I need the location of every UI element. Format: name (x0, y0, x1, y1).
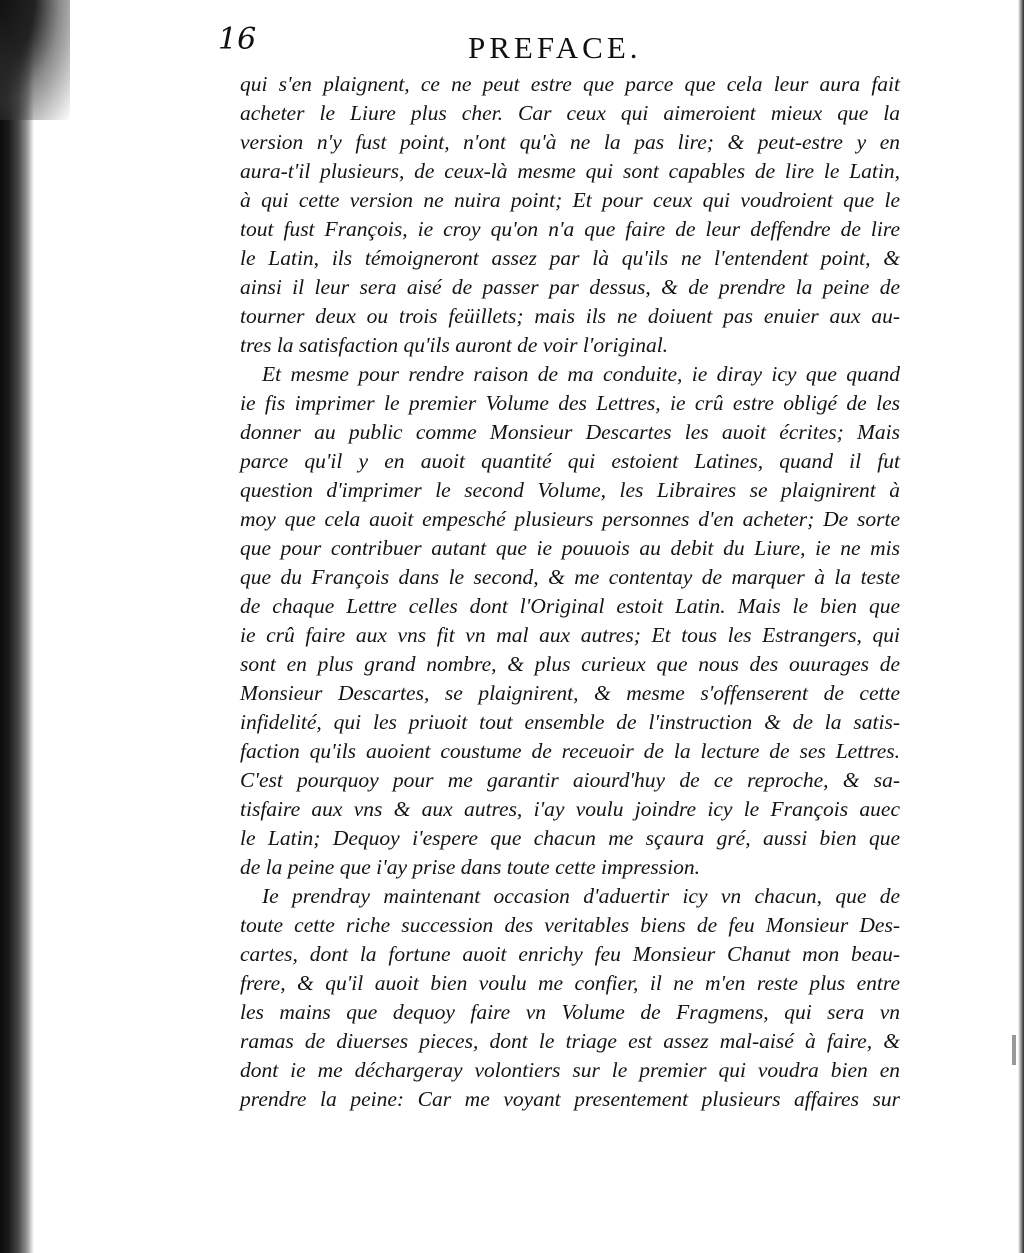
text-line: qui s'en plaignent, ce ne peut estre que parce que cela leur aura fait (240, 72, 900, 96)
binding-shadow (0, 0, 34, 1253)
text-line: ie fis imprimer le premier Volume des Lettres, ie crû estre obligé de les (240, 391, 900, 415)
text-line: toute cette riche succession des veritables biens de feu Monsieur Des- (240, 913, 900, 937)
text-line: cartes, dont la fortune auoit enrichy feu Monsieur Chanut mon beau- (240, 942, 900, 966)
text-line: moy que cela auoit empesché plusieurs personnes d'en acheter; De sorte (240, 507, 900, 531)
text-line: tout fust François, ie croy qu'on n'a que faire de leur deffendre de lire (240, 217, 900, 241)
body-text (240, 70, 900, 1114)
text-line: question d'imprimer le second Volume, les Libraires se plaignirent à (240, 478, 900, 502)
text-line: dont ie me déchargeray volontiers sur le premier qui voudra bien en (240, 1058, 900, 1082)
text-line: version n'y fust point, n'ont qu'à ne la pas lire; & peut-estre y en (240, 130, 900, 154)
margin-mark (1012, 1035, 1016, 1065)
paragraph-end-line: de la peine que i'ay prise dans toute cette impression. (240, 855, 700, 879)
text-line: tourner deux ou trois feüillets; mais ils ne doiuent pas enuier aux au- (240, 304, 900, 328)
paragraph-end-line: tres la satisfaction qu'ils auront de voir l'original. (240, 333, 669, 357)
text-line: ramas de diuerses pieces, dont le triage est assez mal-aisé à faire, & (240, 1029, 900, 1053)
text-line: à qui cette version ne nuira point; Et pour ceux qui voudroient que le (240, 188, 900, 212)
text-line: acheter le Liure plus cher. Car ceux qui aimeroient mieux que la (240, 101, 900, 125)
text-line: ainsi il leur sera aisé de passer par dessus, & de prendre la peine de (240, 275, 900, 299)
text-line: le Latin; Dequoy i'espere que chacun me sçaura gré, aussi bien que (240, 826, 900, 850)
text-line: tisfaire aux vns & aux autres, i'ay voulu joindre icy le François auec (240, 797, 900, 821)
text-line: prendre la peine: Car me voyant presentement plusieurs affaires sur (240, 1087, 900, 1111)
text-line: Monsieur Descartes, se plaignirent, & mesme s'offenserent de cette (240, 681, 900, 705)
text-line: le Latin, ils témoigneront assez par là qu'ils ne l'entendent point, & (240, 246, 900, 270)
text-line: C'est pourquoy pour me garantir aiourd'huy de ce reproche, & sa- (240, 768, 900, 792)
text-line: frere, & qu'il auoit bien voulu me confier, il ne m'en reste plus entre (240, 971, 900, 995)
text-line: que du François dans le second, & me contentay de marquer à la teste (240, 565, 900, 589)
text-line: infidelité, qui les priuoit tout ensemble de l'instruction & de la satis- (240, 710, 900, 734)
page-right-edge (1018, 0, 1024, 1253)
running-head: PREFACE. (468, 30, 642, 65)
text-line: sont en plus grand nombre, & plus curieux que nous des ouurages de (240, 652, 900, 676)
text-line: donner au public comme Monsieur Descartes les auoit écrites; Mais (240, 420, 900, 444)
text-line: ie crû faire aux vns fit vn mal aux autres; Et tous les Estrangers, qui (240, 623, 900, 647)
text-line: de chaque Lettre celles dont l'Original estoit Latin. Mais le bien que (240, 594, 900, 618)
text-line: faction qu'ils auoient coustume de receuoir de la lecture de ses Lettres. (240, 739, 900, 763)
page-number: 16 (218, 22, 257, 57)
text-line: que pour contribuer autant que ie pouuois au debit du Liure, ie ne mis (240, 536, 900, 560)
binding-shadow-corner (0, 0, 70, 120)
text-line: les mains que dequoy faire vn Volume de Fragmens, qui sera vn (240, 1000, 900, 1024)
paragraph-start-line: Ie prendray maintenant occasion d'aduertir icy vn chacun, que de (262, 884, 900, 908)
text-line: parce qu'il y en auoit quantité qui estoient Latines, quand il fut (240, 449, 900, 473)
paragraph-start-line: Et mesme pour rendre raison de ma conduite, ie diray icy que quand (262, 362, 900, 386)
text-line: aura-t'il plusieurs, de ceux-là mesme qui sont capables de lire le Latin, (240, 159, 900, 183)
